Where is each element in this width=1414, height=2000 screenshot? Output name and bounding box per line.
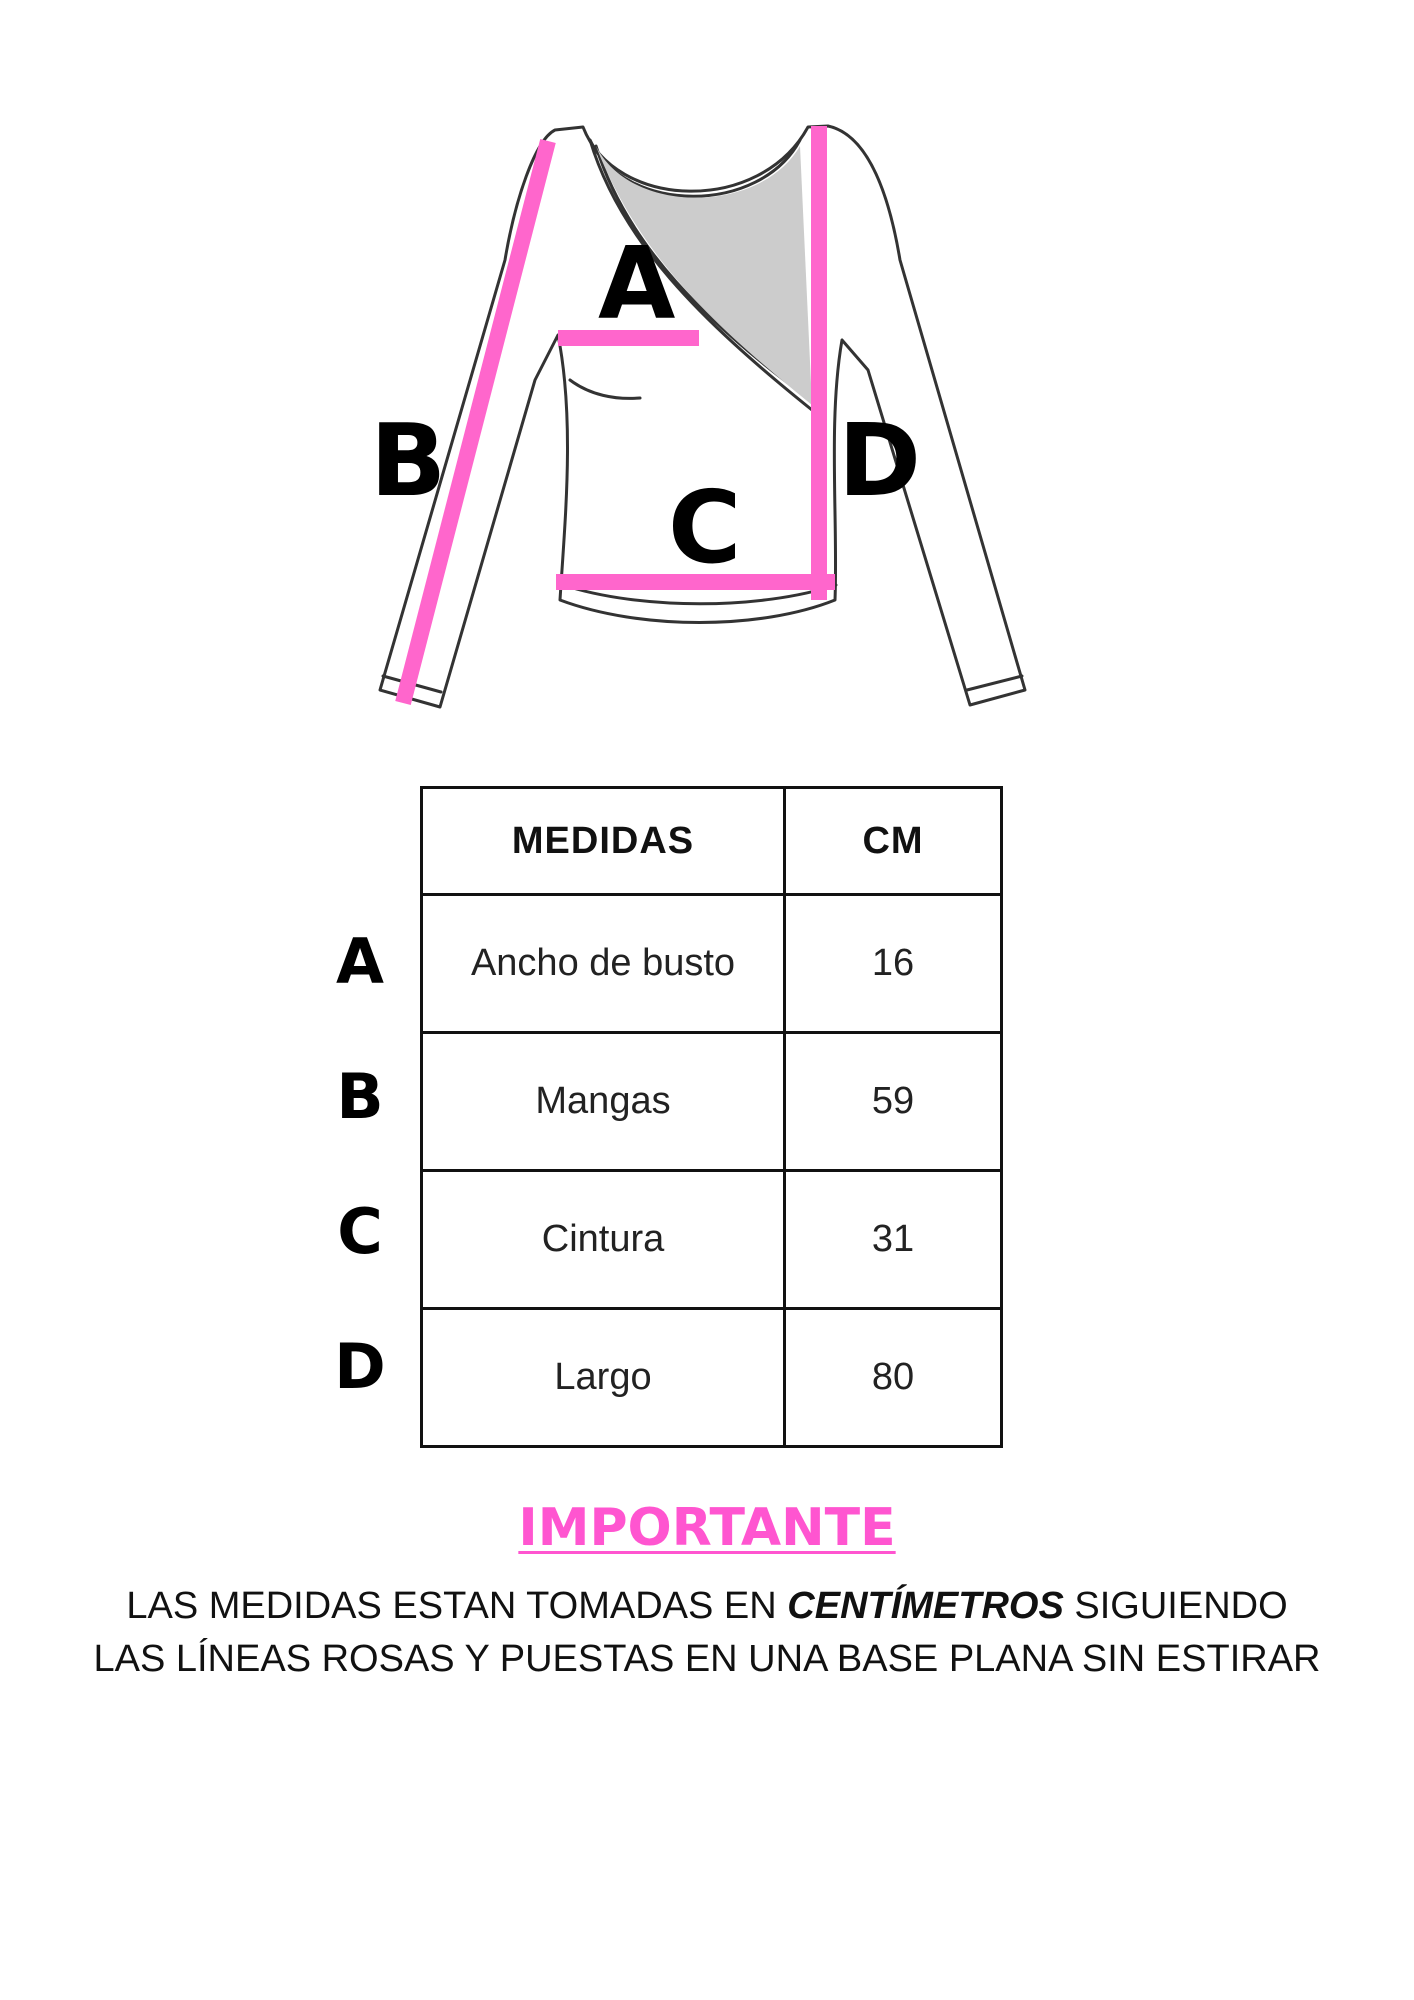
measure-value: 59 xyxy=(785,1033,1002,1171)
notice-line-1-start: LAS MEDIDAS ESTAN TOMADAS EN xyxy=(126,1585,788,1627)
notice-line-1-end: SIGUIENDO xyxy=(1063,1585,1288,1627)
measure-value: 31 xyxy=(785,1171,1002,1309)
table-row xyxy=(422,1171,1002,1309)
size-table xyxy=(420,786,1003,1448)
header-medidas: MEDIDAS xyxy=(422,788,785,895)
diagram-label-c: C xyxy=(668,469,742,586)
measure-value: 16 xyxy=(785,895,1002,1033)
measure-name: Largo xyxy=(422,1309,785,1447)
garment-diagram xyxy=(0,0,1414,760)
row-letter-b: B xyxy=(336,1060,384,1133)
measure-name: Mangas xyxy=(422,1033,785,1171)
diagram-label-d: D xyxy=(838,402,922,519)
notice-title: IMPORTANTE xyxy=(518,1498,896,1558)
diagram-label-a: A xyxy=(598,225,676,342)
row-letter-c: C xyxy=(337,1195,383,1268)
measure-name: Ancho de busto xyxy=(422,895,785,1033)
notice-line-2: LAS LÍNEAS ROSAS Y PUESTAS EN UNA BASE PLANA SIN ESTIRAR xyxy=(93,1638,1321,1680)
table-row xyxy=(422,1033,1002,1171)
row-letter-a: A xyxy=(336,925,384,998)
diagram-label-b: B xyxy=(370,402,447,519)
notice-line-1 xyxy=(0,1585,1414,1628)
measure-value: 80 xyxy=(785,1309,1002,1447)
table-row xyxy=(422,895,1002,1033)
header-cm: CM xyxy=(785,788,1002,895)
measure-name: Cintura xyxy=(422,1171,785,1309)
table-row xyxy=(422,1309,1002,1447)
table-header-row xyxy=(422,788,1002,895)
notice-emphasis: CENTÍMETROS xyxy=(787,1585,1064,1627)
row-letter-d: D xyxy=(334,1330,386,1403)
